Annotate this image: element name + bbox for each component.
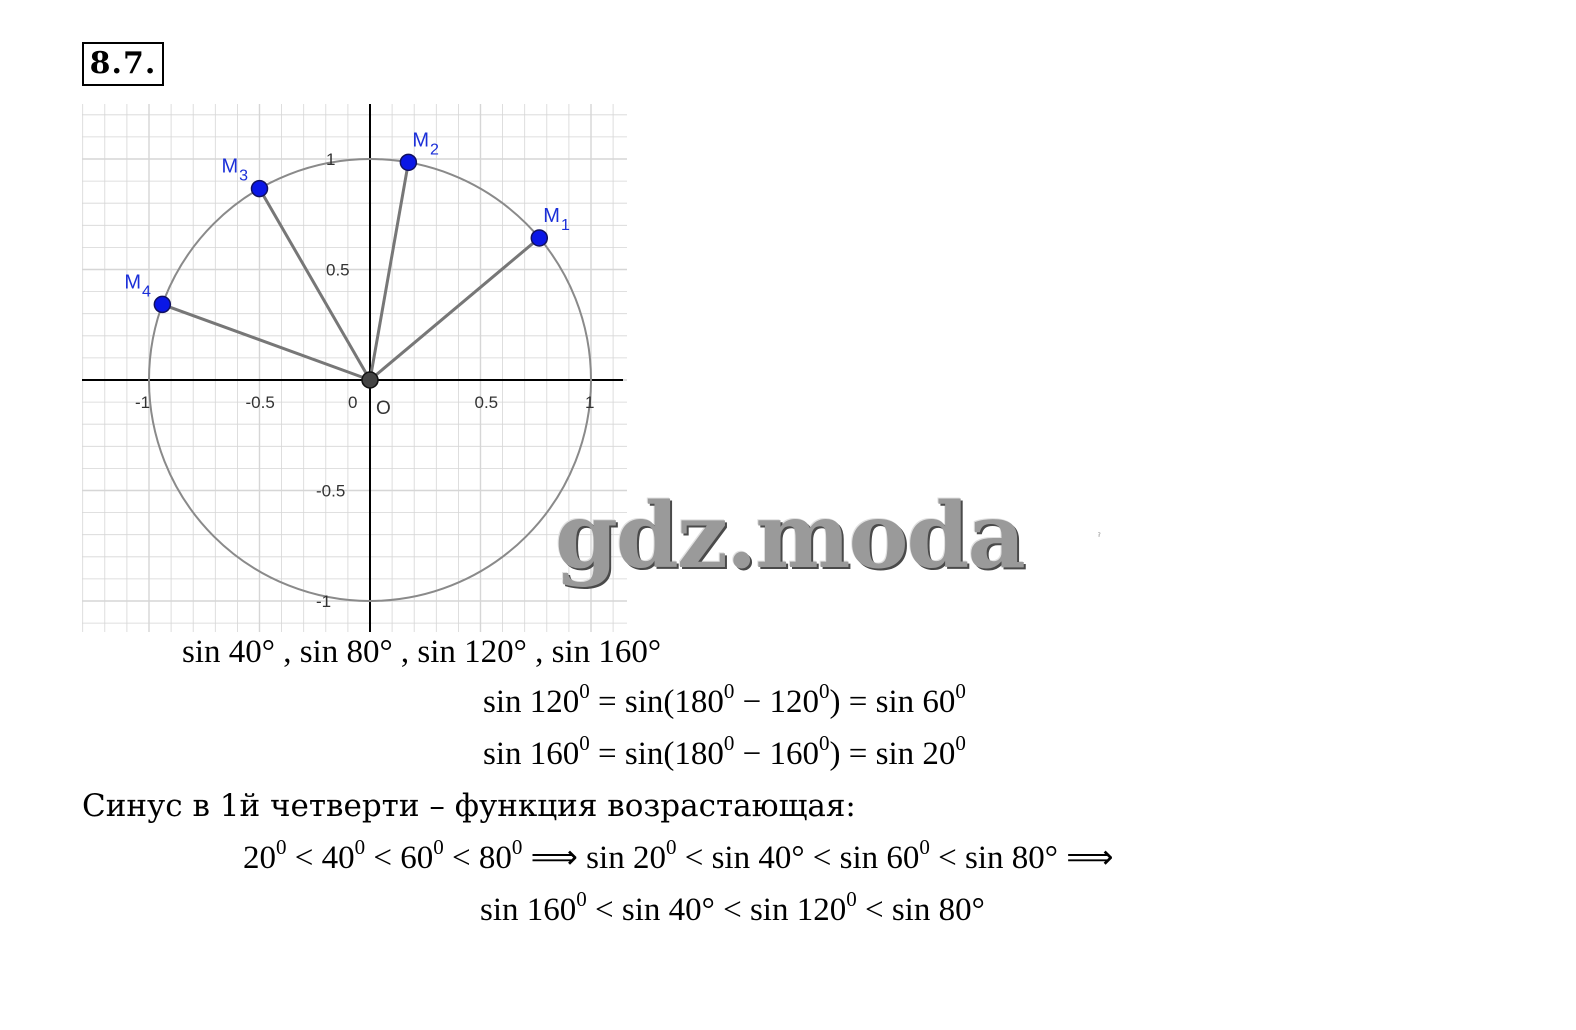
- inequality-chain-2: $\sin 160^0 < \sin 40^\circ < \sin 120^0 < \sin 80^\circ$: [480, 887, 985, 928]
- origin-point: [362, 372, 378, 388]
- y-tick-label: 0.5: [326, 260, 350, 280]
- stray-mark: ˀ: [1098, 532, 1101, 543]
- point-m3: [252, 181, 268, 197]
- task-number: 8.7.: [82, 42, 164, 86]
- points: [124, 129, 570, 388]
- grid: [82, 104, 627, 632]
- radius-m2: [370, 162, 408, 380]
- radii: [162, 162, 539, 380]
- point-label-subscript: 1: [560, 216, 570, 234]
- sine-list: sin 40° , sin 80° , sin 120° , sin 160°: [182, 634, 662, 670]
- axes: [82, 104, 623, 632]
- point-label-m3: $M_3$: [221, 155, 249, 185]
- y-tick-label: 1: [326, 150, 336, 169]
- watermark: gdz.moda: [555, 483, 1024, 589]
- radius-m3: [260, 189, 371, 380]
- point-label-subscript: 4: [141, 283, 151, 301]
- point-m4: [154, 296, 170, 312]
- x-tick-label: 0.5: [474, 393, 499, 412]
- equation-sin120: $\sin 120^0 = \sin(180^0 - 120^0) = \sin 60^0$: [483, 679, 966, 720]
- point-m1: [531, 230, 547, 246]
- equation-sin160: $\sin 160^0 = \sin(180^0 - 160^0) = \sin 20^0$: [483, 731, 966, 772]
- point-label-subscript: 3: [239, 167, 249, 185]
- y-tick-label: -0.5: [316, 481, 346, 501]
- point-label-m2: $M_2$: [412, 129, 439, 159]
- point-label-subscript: 2: [430, 141, 439, 159]
- x-tick-label: -0.5: [245, 393, 275, 412]
- radius-m1: [370, 238, 539, 380]
- point-label-m1: $M_1$: [543, 204, 570, 234]
- unit-circle-figure: [82, 104, 627, 632]
- y-tick-label: -1: [316, 592, 332, 611]
- origin-label: O: [376, 398, 391, 419]
- x-tick-label: 0: [348, 393, 358, 412]
- inequality-chain-1: $20^0 < 40^0 < 60^0 < 80^0$ ⟹ $\sin 20^0 < \sin 40^\circ < \sin 60^0 < \sin 80^\circ$ ⟹: [243, 835, 1114, 876]
- explanation-text: Синус в 1й четверти – функция возрастающая:: [82, 788, 856, 824]
- x-tick-label: 1: [585, 393, 595, 412]
- x-tick-label: -1: [135, 393, 151, 412]
- point-m2: [400, 154, 416, 170]
- point-label-m4: $M_4$: [124, 271, 151, 301]
